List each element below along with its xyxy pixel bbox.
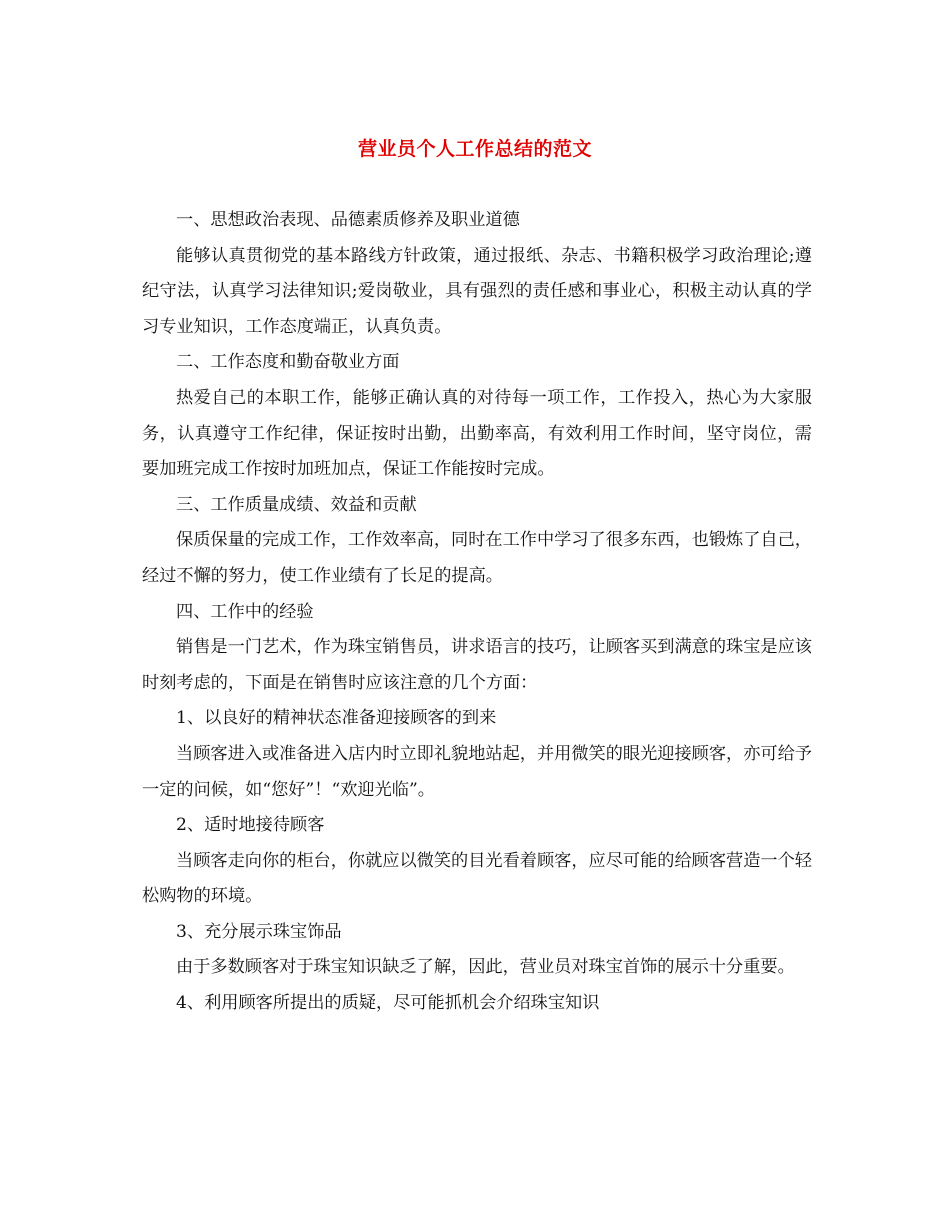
section-heading-2: 二、工作态度和勤奋敬业方面 [176, 352, 400, 373]
body-paragraph: 能够认真贯彻党的基本路线方针政策，通过报纸、杂志、书籍积极学习政治理论;遵纪守法，认真学习法律知识;爱岗敬业，具有强烈的责任感和事业心，积极主动认真的学习专业知识，工作态度端正，认真负责。 [142, 245, 812, 337]
section-heading-1: 一、思想政治表现、品德素质修养及职业道德 [176, 210, 520, 230]
section-heading-4: 四、工作中的经验 [176, 601, 314, 622]
document-title: 营业员个人工作总结的范文 [357, 138, 592, 160]
body-paragraph: 销售是一门艺术，作为珠宝销售员，讲求语言的技巧，让顾客买到满意的珠宝是应该时刻考虑的，下面是在销售时应该注意的几个方面： [142, 637, 812, 693]
list-item-heading-4: 4、利用顾客所提出的质疑，尽可能抓机会介绍珠宝知识 [176, 993, 600, 1014]
body-paragraph: 保质保量的完成工作，工作效率高，同时在工作中学习了很多东西，也锻炼了自己，经过不懈的努力，使工作业绩有了长足的提高。 [142, 530, 812, 586]
list-item-heading-3: 3、充分展示珠宝饰品 [176, 921, 342, 942]
body-paragraph: 热爱自己的本职工作，能够正确认真的对待每一项工作，工作投入，热心为大家服务，认真遵守工作纪律，保证按时出勤，出勤率高，有效利用工作时间，坚守岗位，需要加班完成工作按时加班加点，保证工作能按时完成。 [142, 387, 812, 480]
body-paragraph: 当顾客走向你的柜台，你就应以微笑的目光看着顾客，应尽可能的给顾客营造一个轻松购物的环境。 [142, 850, 812, 907]
list-item-heading-1: 1、以良好的精神状态准备迎接顾客的到来 [176, 708, 497, 729]
body-paragraph: 当顾客进入或准备进入店内时立即礼貌地站起，并用微笑的眼光迎接顾客，亦可给予一定的问候，如“您好”！“欢迎光临”。 [142, 743, 812, 800]
document-body [142, 203, 812, 1022]
body-paragraph: 由于多数顾客对于珠宝知识缺乏了解，因此，营业员对珠宝首饰的展示十分重要。 [176, 957, 795, 978]
list-item-heading-2: 2、适时地接待顾客 [176, 815, 325, 836]
section-heading-3: 三、工作质量成绩、效益和贡献 [176, 494, 417, 515]
